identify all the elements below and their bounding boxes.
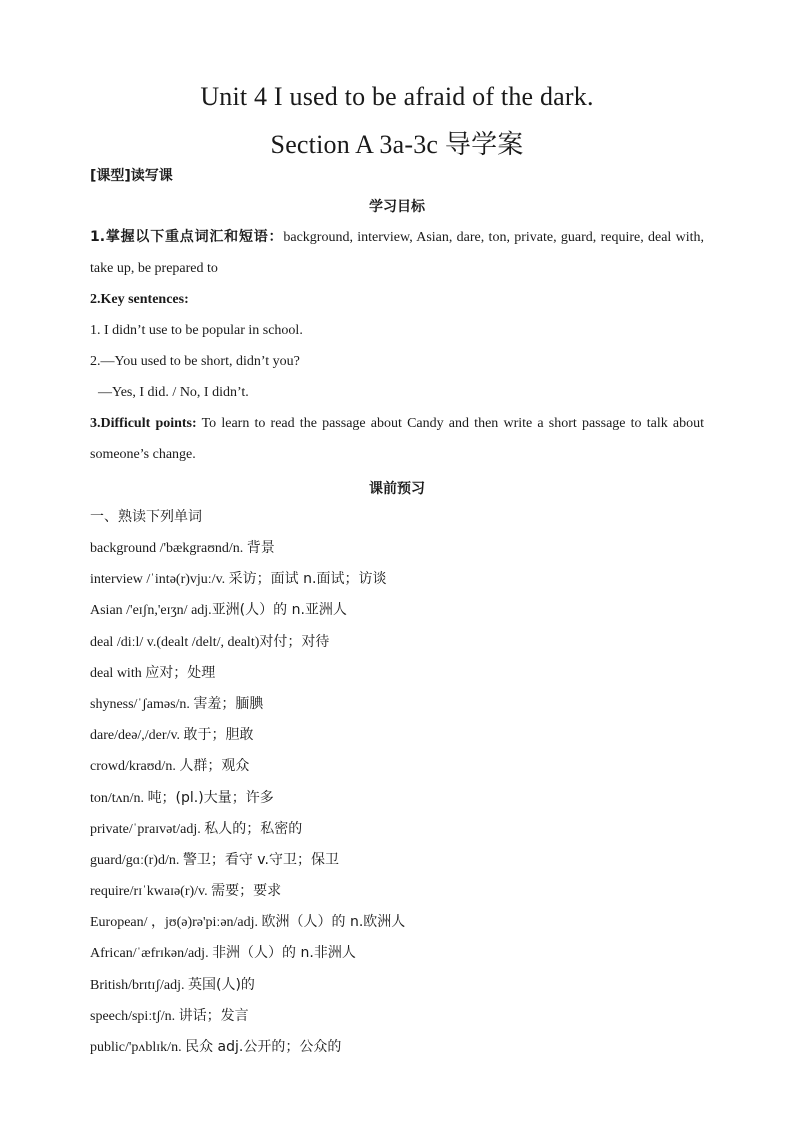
vocab-word: ton/tʌn/n. xyxy=(90,790,148,806)
vocab-item xyxy=(90,876,704,907)
vocab-item xyxy=(90,1001,704,1032)
vocab-word: deal /diːl/ v.(dealt /delt/, dealt) xyxy=(90,634,260,650)
vocab-item xyxy=(90,689,704,720)
vocab-meaning: 英国(人)的 xyxy=(188,976,255,993)
vocab-meaning: 讲话；发言 xyxy=(178,1007,249,1024)
learning-goals-section xyxy=(90,222,704,470)
vocab-word: European/ ，jʊ(ə)rə'piːən/adj. xyxy=(90,915,262,931)
vocab-word: require/rɪˈkwaɪə(r)/v. xyxy=(90,884,212,900)
learning-goals-heading: 学习目标 xyxy=(369,199,425,215)
vocab-meaning: 应对；处理 xyxy=(145,664,216,681)
goal-item-key-sentences xyxy=(90,284,704,315)
preview-heading: 课前预习 xyxy=(369,481,425,497)
page-subtitle: Section A 3a-3c 导学案 xyxy=(270,130,524,159)
vocab-word: public/'pʌblɪk/n. xyxy=(90,1040,186,1055)
vocab-word: African/ˈæfrɪkən/adj. xyxy=(90,946,213,962)
key-sentence-1: 1. I didn’t use to be popular in school. xyxy=(90,323,303,338)
page-title: Unit 4 I used to be afraid of the dark. xyxy=(200,82,594,111)
vocab-meaning: 非洲（人）的 n.非洲人 xyxy=(212,945,356,962)
vocab-meaning: 私人的；私密的 xyxy=(204,820,303,837)
vocab-word: shyness/ˈʃaməs/n. xyxy=(90,696,194,712)
difficult-points-text: To learn to read the passage about Candy and then write a short passage to talk about someone’s change. xyxy=(90,416,704,462)
vocab-meaning: 亚洲(人）的 n.亚洲人 xyxy=(211,602,347,619)
vocab-meaning: 采访；面试 n.面试；访谈 xyxy=(228,571,387,588)
vocab-item xyxy=(90,595,704,626)
vocab-item xyxy=(90,938,704,969)
vocab-item xyxy=(90,845,704,876)
goal-item-vocabulary xyxy=(90,222,704,284)
vocab-word: private/ˈpraɪvət/adj. xyxy=(90,821,205,837)
vocab-meaning: 警卫；看守 v.守卫；保卫 xyxy=(182,851,339,868)
vocab-word: Asian /'eɪʃn,'eɪʒn/ adj. xyxy=(90,603,212,619)
key-sentence-3: —Yes, I did. / No, I didn’t. xyxy=(98,385,249,400)
difficult-points-label: 3.Difficult points: xyxy=(90,416,197,431)
key-sentences-label: 2.Key sentences: xyxy=(90,292,189,307)
vocab-item xyxy=(90,627,704,658)
vocab-word: guard/gɑː(r)d/n. xyxy=(90,852,183,868)
vocab-item xyxy=(90,720,704,751)
vocab-item xyxy=(90,658,704,689)
vocab-word: deal with xyxy=(90,665,146,681)
vocab-meaning: 欧洲（人）的 n.欧洲人 xyxy=(261,914,406,931)
goal-item-vocabulary-label: 1.掌握以下重点词汇和短语： xyxy=(90,229,284,245)
vocab-item xyxy=(90,533,704,564)
vocab-word: interview /ˈintə(r)vjuː/v. xyxy=(90,572,229,588)
vocab-list xyxy=(90,533,704,1063)
vocab-item xyxy=(90,1032,704,1063)
vocab-part-title: 一、熟读下列单词 xyxy=(90,509,202,525)
vocab-item xyxy=(90,751,704,782)
vocab-meaning: 敢于；胆敢 xyxy=(183,727,254,744)
vocab-word: dare/deə/,/der/v. xyxy=(90,728,184,744)
vocab-meaning: 吨；(pl.)大量；许多 xyxy=(147,789,274,806)
vocab-item xyxy=(90,970,704,1001)
goal-item-vocabulary-text: background, interview, Asian, dare, ton, private, guard, require, deal with, take up, be prepared to xyxy=(90,230,704,276)
vocab-word: background /'bækgraʊnd/n. xyxy=(90,541,247,556)
vocab-word: crowd/kraʊd/n. xyxy=(90,759,180,775)
goal-item-difficult-points xyxy=(90,408,704,470)
vocab-meaning: 民众 adj.公开的；公众的 xyxy=(185,1039,342,1055)
vocab-item xyxy=(90,814,704,845)
key-sentence-2: 2.—You used to be short, didn’t you? xyxy=(90,354,300,369)
vocab-item xyxy=(90,783,704,814)
vocab-meaning: 需要；要求 xyxy=(211,883,282,900)
vocab-meaning: 人群；观众 xyxy=(179,758,250,775)
vocab-item xyxy=(90,564,704,595)
vocab-word: speech/spiːtʃ/n. xyxy=(90,1008,179,1024)
course-type-label: [课型]读写课 xyxy=(90,168,173,184)
vocab-word: British/brɪtɪʃ/adj. xyxy=(90,977,188,993)
vocab-meaning: 对付；对待 xyxy=(259,633,330,650)
vocab-meaning: 背景 xyxy=(246,540,275,556)
vocab-meaning: 害羞；腼腆 xyxy=(193,695,264,712)
vocab-item xyxy=(90,907,704,938)
